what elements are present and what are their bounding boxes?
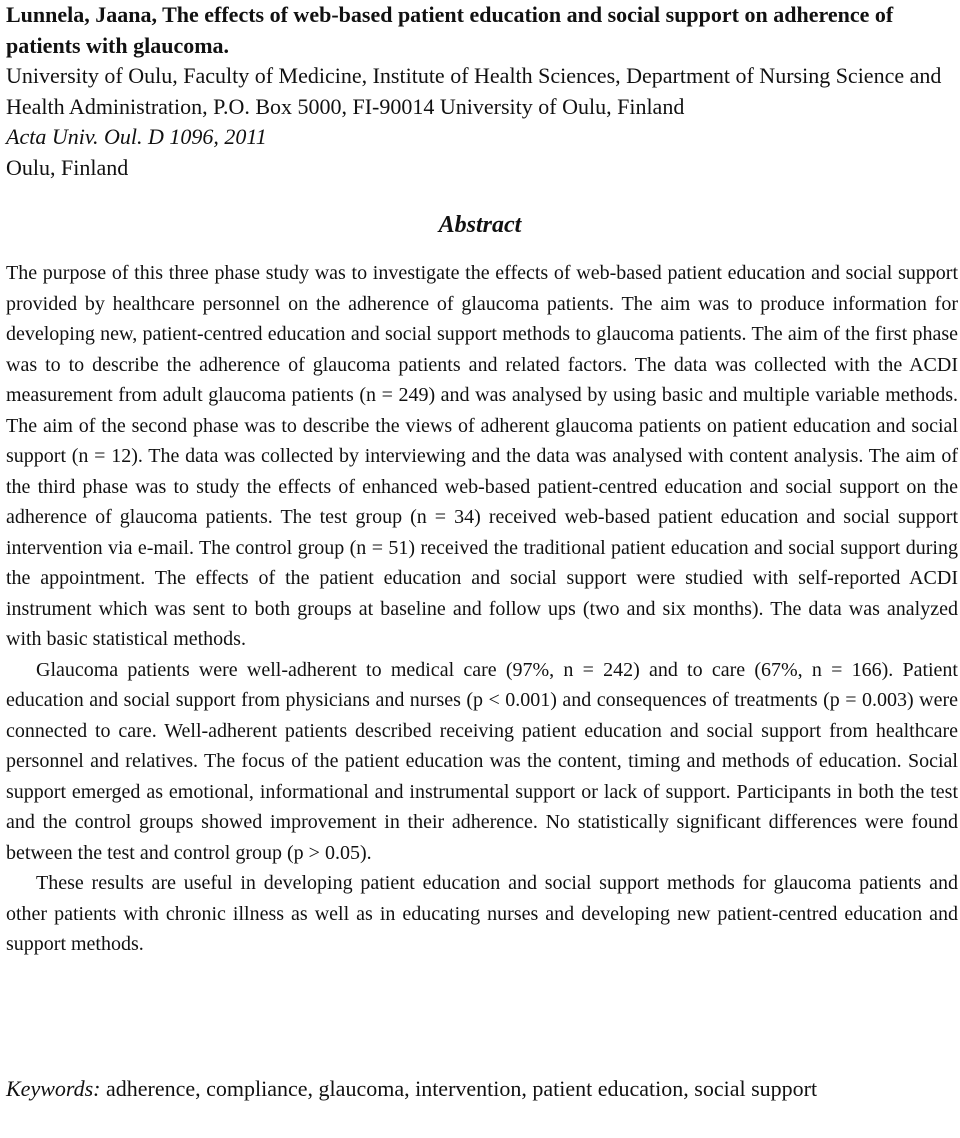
- publication-series: Acta Univ. Oul. D 1096, 2011: [6, 124, 267, 149]
- abstract-body: [6, 258, 958, 960]
- document-title: Lunnela, Jaana, The effects of web-based patient education and social support on adherence of patients with glaucoma.: [6, 2, 894, 58]
- abstract-paragraph-1: The purpose of this three phase study was to investigate the effects of web-based patient education and social support provided by healthcare personnel on the adherence of glaucoma patients. The aim was to produce information for developing new, patient-centred education and social support methods to glaucoma patients. The aim of the first phase was to to describe the adherence of glaucoma patients and related factors. The data was collected with the ACDI measurement from adult glaucoma patients (n = 249) and was analysed by using basic and multiple variable methods. The aim of the second phase was to describe the views of adherent glaucoma patients on patient education and social support (n = 12). The data was collected by interviewing and the data was analysed with content analysis. The aim of the third phase was to study the effects of enhanced web-based patient-centred education and social support on the adherence of glaucoma patients. The test group (n = 34) received web-based patient education and social support intervention via e-mail. The control group (n = 51) received the traditional patient education and social support during the appointment. The effects of the patient education and social support were studied with self-reported ACDI instrument which was sent to both groups at baseline and follow ups (two and six months). The data was analyzed with basic statistical methods.: [6, 262, 958, 650]
- keywords-list: adherence, compliance, glaucoma, intervention, patient education, social support: [106, 1076, 818, 1101]
- document-header: [6, 0, 954, 183]
- keywords-label: Keywords:: [6, 1076, 101, 1101]
- keywords-section: [6, 1072, 958, 1105]
- abstract-paragraph-2: Glaucoma patients were well-adherent to medical care (97%, n = 242) and to care (67%, n = 166). Patient education and social support from physicians and nurses (p < 0.001) and consequences of treatments (p = 0.003) were connected to care. Well-adherent patients described receiving patient education and social support from healthcare personnel and relatives. The focus of the patient education was the content, timing and methods of education. Social support emerged as emotional, informational and instrumental support or lack of support. Participants in both the test and the control groups showed improvement in their adherence. No statistically significant differences were found between the test and control group (p > 0.05).: [6, 658, 958, 864]
- author-affiliation: University of Oulu, Faculty of Medicine, Institute of Health Sciences, Department of Nursing Science and Health Administration, P.O. Box 5000, FI-90014 University of Oulu, Finland: [6, 63, 942, 119]
- abstract-paragraph-3: These results are useful in developing patient education and social support methods for glaucoma patients and other patients with chronic illness as well as in educating nurses and developing new patient-centred education and support methods.: [6, 872, 958, 955]
- publication-place: Oulu, Finland: [6, 154, 129, 180]
- abstract-heading: Abstract: [438, 212, 522, 238]
